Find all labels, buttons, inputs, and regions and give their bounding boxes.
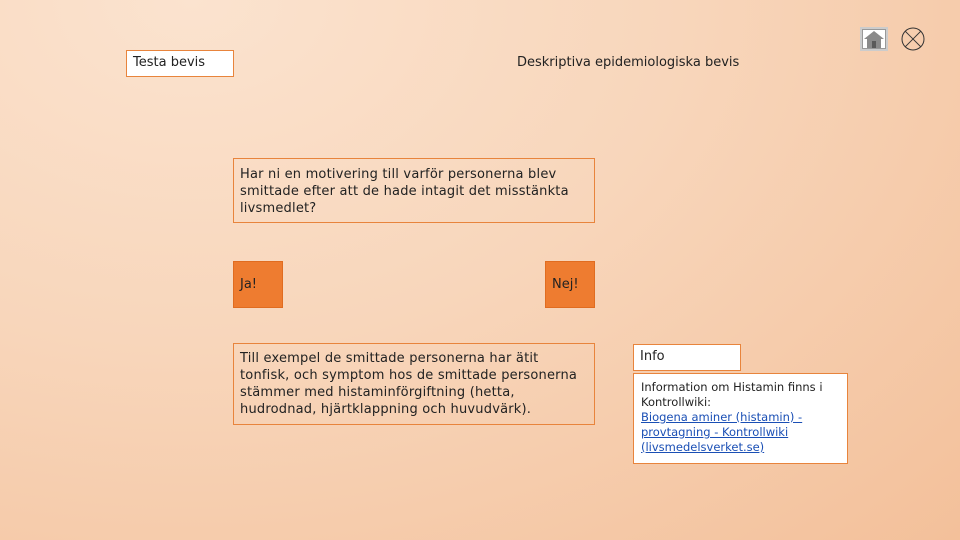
info-content-box: [633, 373, 848, 464]
close-icon[interactable]: [901, 27, 925, 51]
info-label-box: [633, 344, 741, 371]
question-box: [233, 158, 595, 223]
home-button[interactable]: [860, 27, 888, 51]
page-title: Deskriptiva epidemiologiska bevis: [517, 55, 740, 70]
example-text: Till exempel de smittade personerna har ätit tonfisk, och symptom hos de smittade personerna stämmer med histaminförgiftning (hetta, hudrodnad, hjärtklappning och huvudvärk).: [240, 351, 578, 417]
info-label: Info: [640, 349, 665, 364]
no-button[interactable]: [545, 261, 595, 308]
yes-button[interactable]: [233, 261, 283, 308]
home-icon: [862, 29, 886, 49]
test-evidence-text: Testa bevis: [133, 55, 206, 70]
info-intro: Information om Histamin finns i Kontrollwiki:: [641, 380, 823, 409]
kontrollwiki-link[interactable]: Biogena aminer (histamin) - provtagning - Kontrollwiki (livsmedelsverket.se): [641, 410, 803, 454]
question-text: Har ni en motivering till varför personerna blev smittade efter att de hade intagit det misstänkta livsmedlet?: [240, 167, 569, 216]
yes-button-label: Ja!: [240, 277, 258, 292]
example-box: [233, 343, 595, 425]
test-evidence-label: [126, 50, 234, 77]
no-button-label: Nej!: [552, 277, 579, 292]
